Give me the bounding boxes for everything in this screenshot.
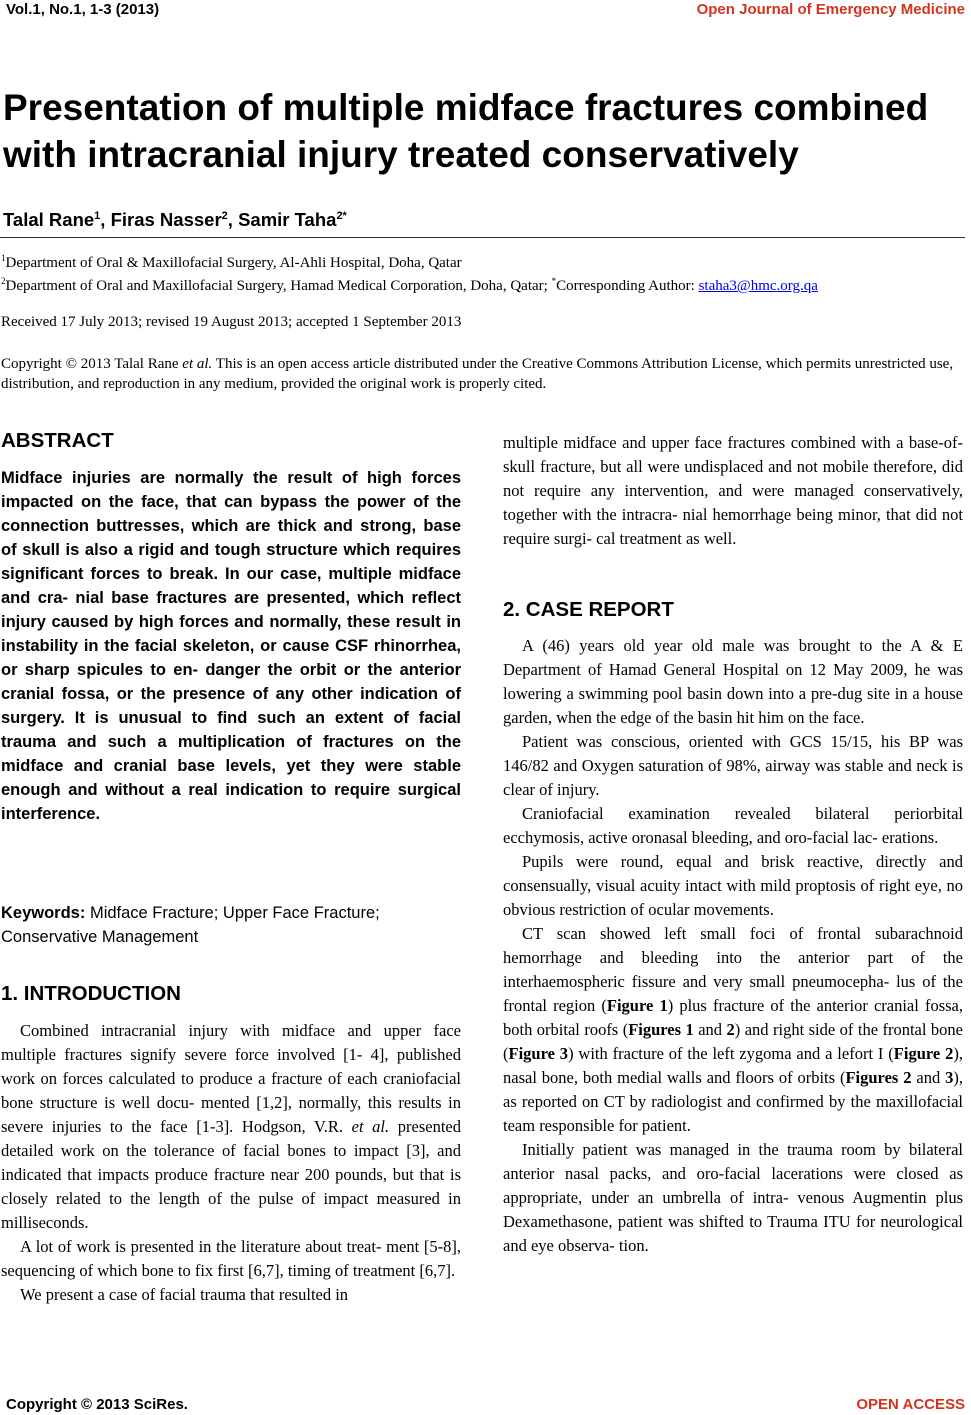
figure-ref[interactable]: Figure 3 [508, 1044, 569, 1063]
author-name: Talal Rane [3, 209, 95, 230]
paragraph: A (46) years old year old male was brought to the A & E Department of Hamad General Hospital on 12 May 2009, he was lowering a swimming pool basin down into a pre-dug site in a house garden, when the edge of the basin hit him on the face. [503, 636, 963, 727]
copyright-text: Copyright © 2013 Talal Rane [1, 356, 183, 372]
keywords-text: Midface Fracture; Upper Face Fracture; Conservative Management [1, 904, 380, 946]
figure-ref[interactable]: Figures 2 [845, 1068, 912, 1087]
paragraph-text: ), nasal bone, both medial walls and floors of orbits ( [503, 1044, 963, 1087]
affiliation-2 [1, 272, 818, 296]
affiliation-mark: 2 [1, 276, 6, 286]
corresponding-mark: * [551, 276, 557, 286]
et-al: et al. [182, 356, 213, 372]
figure-ref[interactable]: Figure 2 [893, 1044, 954, 1063]
paragraph-text: ) plus fracture of the anterior cranial fossa, both orbital roofs ( [503, 996, 963, 1039]
paragraph [1, 1019, 461, 1235]
paragraph: Initially patient was managed in the trauma room by bilateral anterior nasal packs, and oro-facial lacerations were closed as appropriate, under an umbrella of intra- venous Augmentin plus Dexamethasone, patient was shifted to Trauma ITU for neurological and eye observa- tion. [503, 1140, 963, 1255]
paragraph: Craniofacial examination revealed bilateral periorbital ecchymosis, active oronasal bleeding, and oro-facial lac- erations. [503, 804, 963, 847]
journal-volume: Vol.1, No.1, 1-3 (2013) [6, 1, 160, 18]
email-link[interactable]: staha3@hmc.org.qa [698, 278, 818, 294]
paragraph-text: and [911, 1068, 946, 1087]
figure-ref[interactable]: Figure 1 [606, 996, 668, 1015]
keywords-label: Keywords: [1, 904, 86, 922]
introduction-heading: 1. INTRODUCTION [1, 982, 181, 1005]
case-report-heading: 2. CASE REPORT [503, 598, 674, 621]
author-name: Samir Taha [238, 209, 337, 230]
paragraph [503, 922, 963, 1138]
paragraph: A lot of work is presented in the literature about treat- ment [5-8], sequencing of which bone to fix first [6,7], timing of treatment [6,7]. [1, 1237, 461, 1280]
affiliation-text: Department of Oral and Maxillofacial Surgery, Hamad Medical Corporation, Doha, Qatar; [5, 278, 552, 294]
affiliation-1 [1, 249, 462, 273]
affiliation-text: Department of Oral & Maxillofacial Surgery, Al-Ahli Hospital, Doha, Qatar [5, 255, 462, 271]
corresponding-label: Corresponding Author: [556, 278, 699, 294]
copyright-text: This is an open access article distributed under the Creative Commons Attribution License, which permits unrestricted use, distribution, and reproduction in any medium, provided the original work is properly cited. [1, 356, 954, 392]
journal-name: Open Journal of Emergency Medicine [696, 1, 965, 18]
paragraph-text: ) with fracture of the left zygoma and a lefort I ( [568, 1044, 894, 1063]
author-affiliation-mark: 2 [221, 209, 228, 222]
figure-ref[interactable]: 3 [945, 1068, 954, 1087]
paragraph: Pupils were round, equal and brisk reactive, directly and consensually, visual acuity intact with mild proptosis of right eye, no obvious restriction of ocular movements. [503, 852, 963, 919]
paragraph: multiple midface and upper face fractures combined with a base-of-skull fracture, but all were undisplaced and not mobile therefore, did not require any intervention, and were managed conservatively, together with the intracra- nial hemorrhage being minor, that did not require surgi- cal treatment as well. [503, 433, 963, 548]
received-dates: Received 17 July 2013; revised 19 August 2013; accepted 1 September 2013 [1, 314, 462, 330]
header-divider [0, 237, 965, 238]
paragraph: We present a case of facial trauma that resulted in [20, 1285, 349, 1304]
abstract-text: Midface injuries are normally the result of high forces impacted on the face, that can bypass the power of the connection buttresses, which are thick and strong, base of skull is also a rigid and tough structure which requires significant forces to break. In our case, multiple midface and cra- nial base fractures are presented, which reflect injury caused by high forces and normally, these result in instability in the facial skeleton, or cause CSF rhinorrhea, or sharp spicules to en- danger the orbit or the anterior cranial fossa, or the presence of any other indication of surgery. It is unusual to find such an extent of facial trauma and such a multiplication of fractures on the midface and cranial base levels, yet they were stable enough and without a real indication to require surgical interference. [1, 469, 461, 823]
author-affiliation-mark: 2* [336, 209, 347, 222]
author-name: Firas Nasser [110, 209, 222, 230]
figure-ref[interactable]: 2 [726, 1020, 735, 1039]
abstract-heading: ABSTRACT [1, 429, 114, 452]
paragraph-text: and [693, 1020, 727, 1039]
footer-open-access: OPEN ACCESS [856, 1396, 965, 1413]
introduction-body [1, 1019, 461, 1307]
paragraph-text: presented detailed work on the tolerance of facial bones to impact [3], and indicated that impacts produce fracture near 200 pounds, but that is closely related to the length of the pulse of impact measured in milliseconds. [1, 1117, 461, 1232]
figure-ref[interactable]: Figures 1 [628, 1020, 694, 1039]
paragraph-text: Combined intracranial injury with midface and upper face multiple fractures signify severe force involved [1- 4], published work on forces calculated to produce a fracture of each craniofacial bone structure is well docu- mented [1,2], normally, this results in severe injuries to the face [1-3]. Hodgson, V.R. [1, 1021, 461, 1136]
copyright-notice [1, 354, 967, 394]
paragraph: Patient was conscious, oriented with GCS 15/15, his BP was 146/82 and Oxygen saturation of 98%, airway was stable and neck is clear of injury. [503, 732, 963, 799]
footer-copyright: Copyright © 2013 SciRes. [6, 1396, 188, 1413]
keywords [1, 901, 461, 949]
et-al: et al. [351, 1117, 390, 1136]
paragraph-text: ) and right side of the frontal bone ( [503, 1020, 963, 1063]
article-title: Presentation of multiple midface fractures combined with intracranial injury treated conservatively [3, 87, 929, 175]
paragraph-text: ), as reported on CT by radiologist and confirmed by the maxillofacial team responsible for patient. [503, 1068, 963, 1135]
author-affiliation-mark: 1 [94, 209, 101, 222]
paragraph-text: CT scan showed left small foci of frontal subarachnoid hemorrhage and bleeding into the anterior part of the interhaemospheric fissure and very small pneumocepha- lus of the frontal region ( [503, 924, 963, 1015]
introduction-continued [503, 431, 963, 551]
affiliation-mark: 1 [1, 253, 6, 263]
case-report-body [503, 634, 963, 1258]
author-list: Talal Rane$^1$, Firas Nasser$^2$, Samir Taha$^{2*}$ [3, 209, 347, 230]
